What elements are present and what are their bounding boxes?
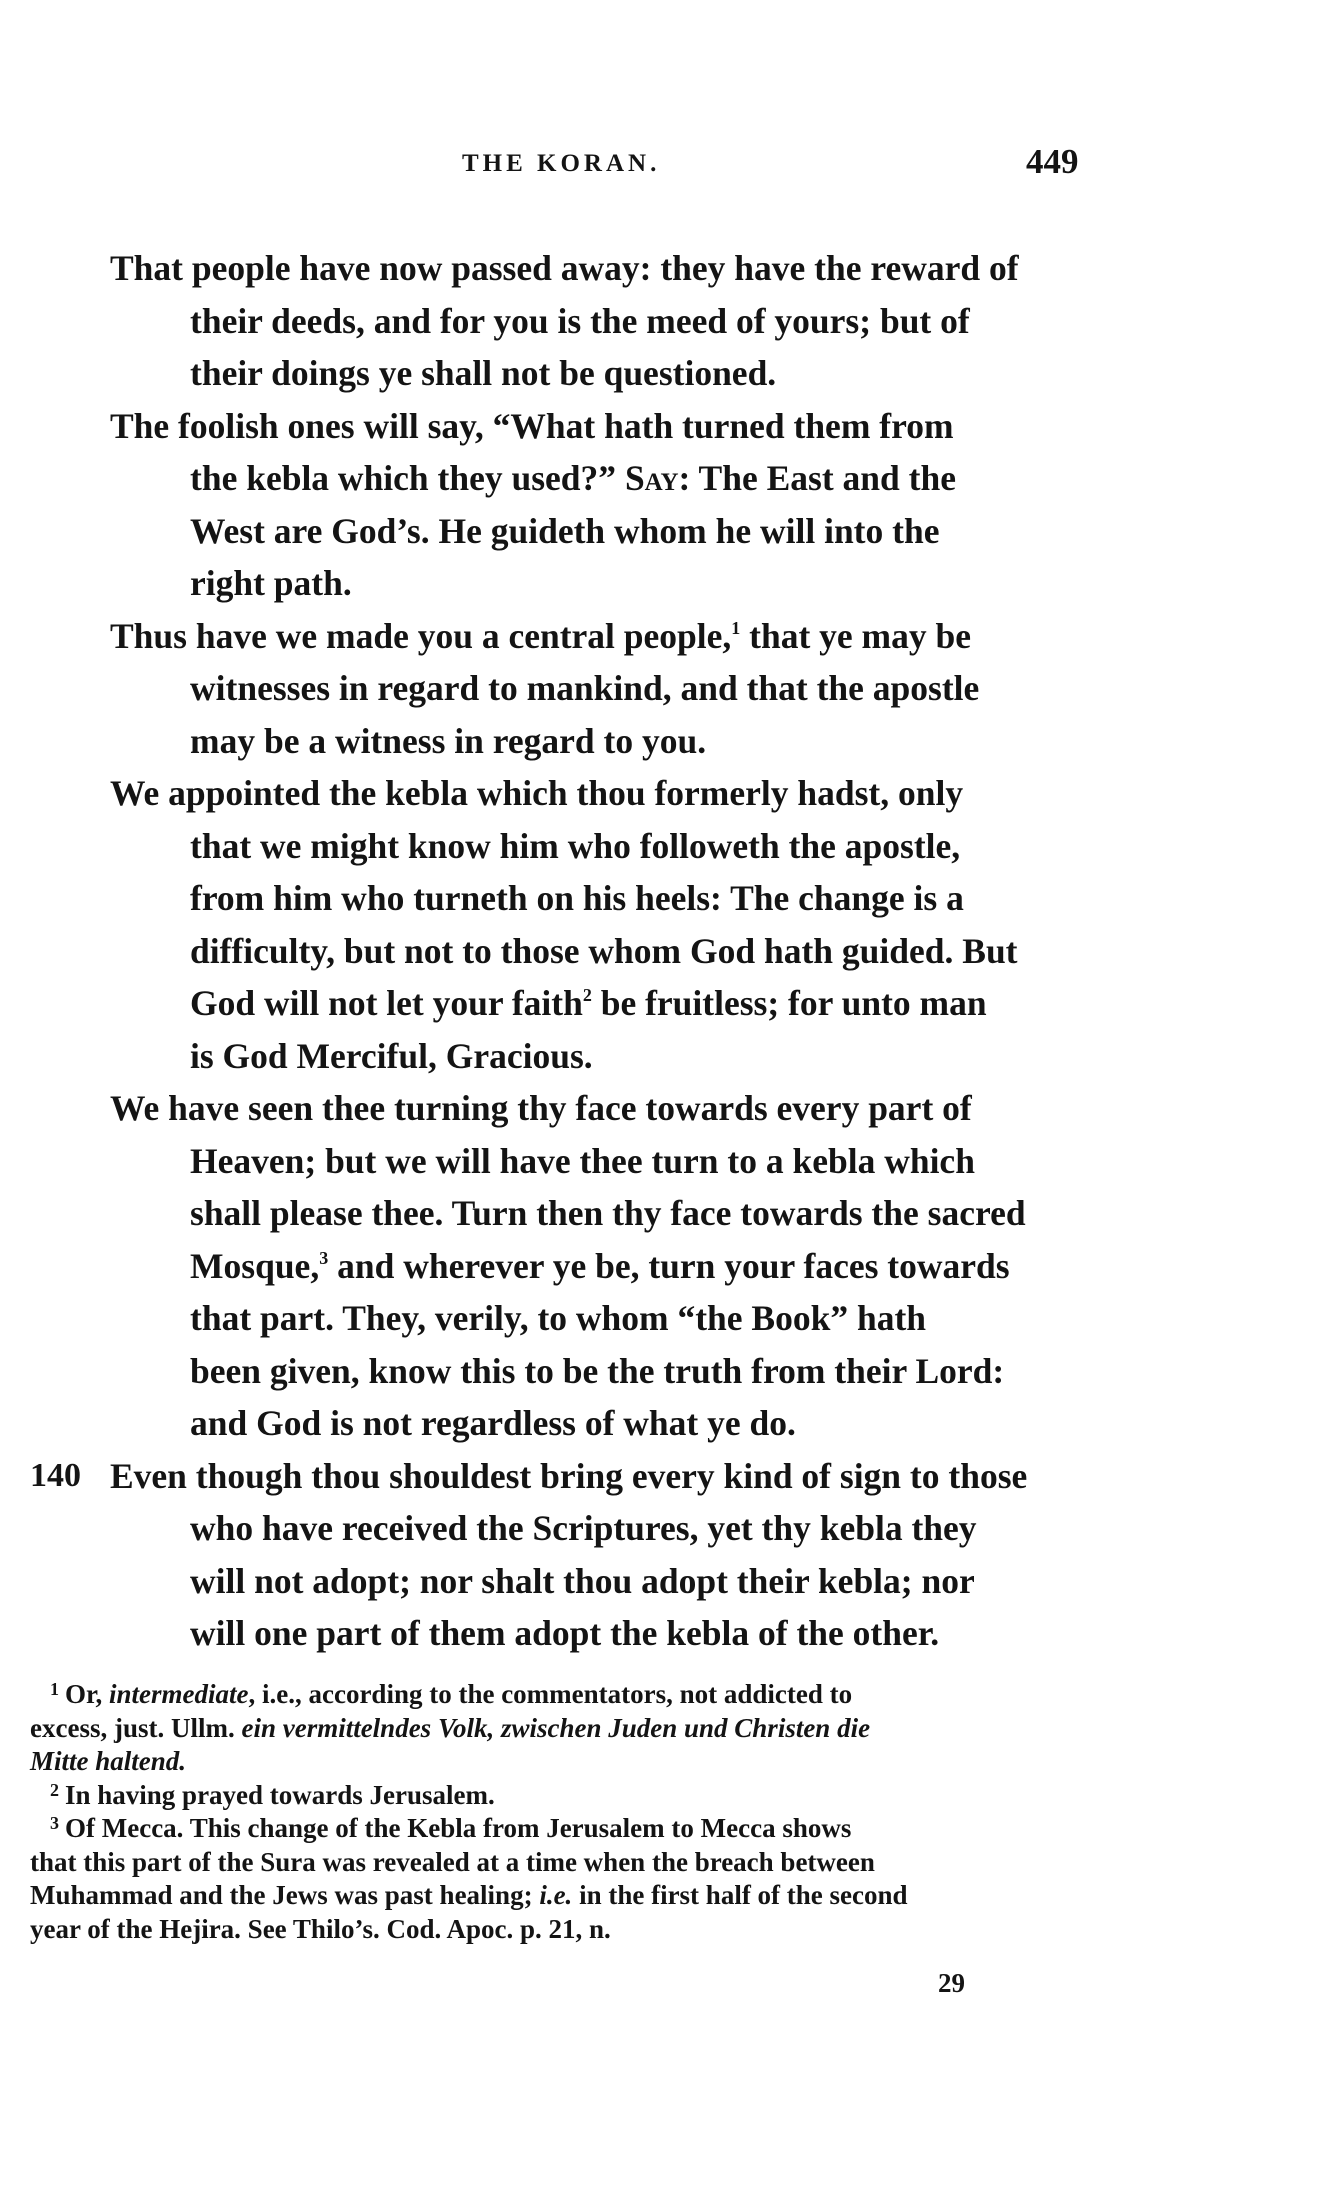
verse-line <box>190 452 1092 505</box>
verse-line: We appointed the kebla which thou formerly hadst, only <box>110 773 964 813</box>
verse-line <box>190 1240 1092 1293</box>
verse-line: may be a witness in regard to you. <box>190 720 707 761</box>
footnote-italic: intermediate <box>109 1679 249 1709</box>
verse-line: shall please thee. Turn then thy face towards the sacred <box>190 1193 1026 1233</box>
footnote-marker: 3 <box>50 1813 59 1833</box>
footnote-1-line: Mitte haltend. <box>30 1746 187 1776</box>
footnote-text: In having prayed towards Jerusalem. <box>65 1779 495 1810</box>
footnote-italic: ein vermittelndes Volk, zwischen Juden und Christen die <box>241 1712 871 1743</box>
footnote-ref: 2 <box>582 985 592 1005</box>
footnote-text: Muhammad and the Jews was past healing; <box>30 1880 540 1910</box>
signature-mark: 29 <box>938 1968 965 1998</box>
footnote-ref: 1 <box>731 617 741 638</box>
verse-line <box>110 610 1092 663</box>
footnote-3-line: that this part of the Sura was revealed at a time when the breach between <box>30 1846 875 1877</box>
verse-line: and God is not regardless of what ye do. <box>190 1403 796 1443</box>
footnote-marker: 2 <box>50 1779 59 1800</box>
verse-line: difficulty, but not to those whom God hath guided. But <box>190 930 1018 971</box>
footnote-text: , i.e., according to the commentators, not addicted to <box>248 1679 853 1709</box>
verse-line: their doings ye shall not be questioned. <box>190 353 777 393</box>
verse-line: their deeds, and for you is the meed of yours; but of <box>190 300 970 341</box>
verse-line-tail: that ye may be <box>740 615 971 656</box>
verse-line: Even though thou shouldest bring every kind of sign to those <box>110 1455 1028 1496</box>
running-head <box>0 142 1332 190</box>
footnote-text: Of Mecca. This change of the Kebla from Jerusalem to Mecca shows <box>65 1813 852 1843</box>
verse-line: witnesses in regard to mankind, and that the apostle <box>190 668 980 708</box>
verse-line-text: the kebla which they used?” <box>190 458 617 498</box>
verse-paragraph <box>30 1450 1092 1660</box>
footnotes <box>30 1678 1092 1946</box>
verse-line: Heaven; but we will have thee turn to a kebla which <box>190 1140 975 1181</box>
verse-line: West are God’s. He guideth whom he will into the <box>190 510 940 551</box>
verse-line: that we might know him who followeth the apostle, <box>190 825 961 866</box>
footnote-italic: i.e. <box>539 1880 573 1910</box>
footnote-1 <box>50 1678 1092 1712</box>
verse-line: will one part of them adopt the kebla of the other. <box>190 1613 940 1653</box>
verse-line: right path. <box>190 563 352 603</box>
footnote-3 <box>50 1812 1092 1846</box>
verse-line: That people have now passed away: they have the reward of <box>110 248 1019 288</box>
footnote-3-line <box>30 1879 1092 1913</box>
footnote-text: Or, <box>65 1679 110 1709</box>
verse-line-text: Thus have we made you a central people, <box>110 615 732 656</box>
verse-paragraph <box>110 610 1092 768</box>
footnote-text: in the first half of the second <box>572 1880 908 1910</box>
footnote-1-line <box>30 1712 1092 1746</box>
verse-line: who have received the Scriptures, yet thy kebla they <box>190 1508 977 1548</box>
verse-paragraph <box>110 242 1092 400</box>
say-word: Say <box>624 458 679 498</box>
verse-line: from him who turneth on his heels: The change is a <box>190 878 964 918</box>
footnote-3-line: year of the Hejira. See Thilo’s. Cod. Apoc. p. 21, n. <box>30 1913 611 1944</box>
verse-paragraph <box>110 400 1092 610</box>
verse-line-text: God will not let your faith <box>190 983 583 1023</box>
verse-line: will not adopt; nor shalt thou adopt their kebla; nor <box>190 1560 975 1601</box>
verse-line: The foolish ones will say, “What hath turned them from <box>110 405 954 446</box>
verse-line: that part. They, verily, to whom “the Book” hath <box>190 1298 927 1338</box>
page-number: 449 <box>1026 142 1079 181</box>
verse-line-tail: and wherever ye be, turn your faces towards <box>328 1245 1010 1286</box>
verse-line: been given, know this to be the truth from their Lord: <box>190 1350 1005 1391</box>
verse-line-tail: : The East and the <box>678 458 956 498</box>
verse-line: We have seen thee turning thy face towards every part of <box>110 1088 972 1128</box>
footnote-text: excess, just. Ullm. <box>30 1712 242 1743</box>
verse-paragraph <box>110 767 1092 1082</box>
verse-line: is God Merciful, Gracious. <box>190 1035 593 1076</box>
verse-line-tail: be fruitless; for unto man <box>591 983 987 1023</box>
verse-number: 140 <box>30 1456 81 1494</box>
footnote-marker: 1 <box>50 1679 59 1699</box>
footnote-2 <box>50 1779 1092 1813</box>
verse-paragraph <box>110 1082 1092 1450</box>
footnote-ref: 3 <box>319 1247 329 1268</box>
verse-line <box>190 977 1092 1030</box>
verse-line-text: Mosque, <box>190 1245 320 1286</box>
running-title: THE KORAN. <box>462 150 661 177</box>
